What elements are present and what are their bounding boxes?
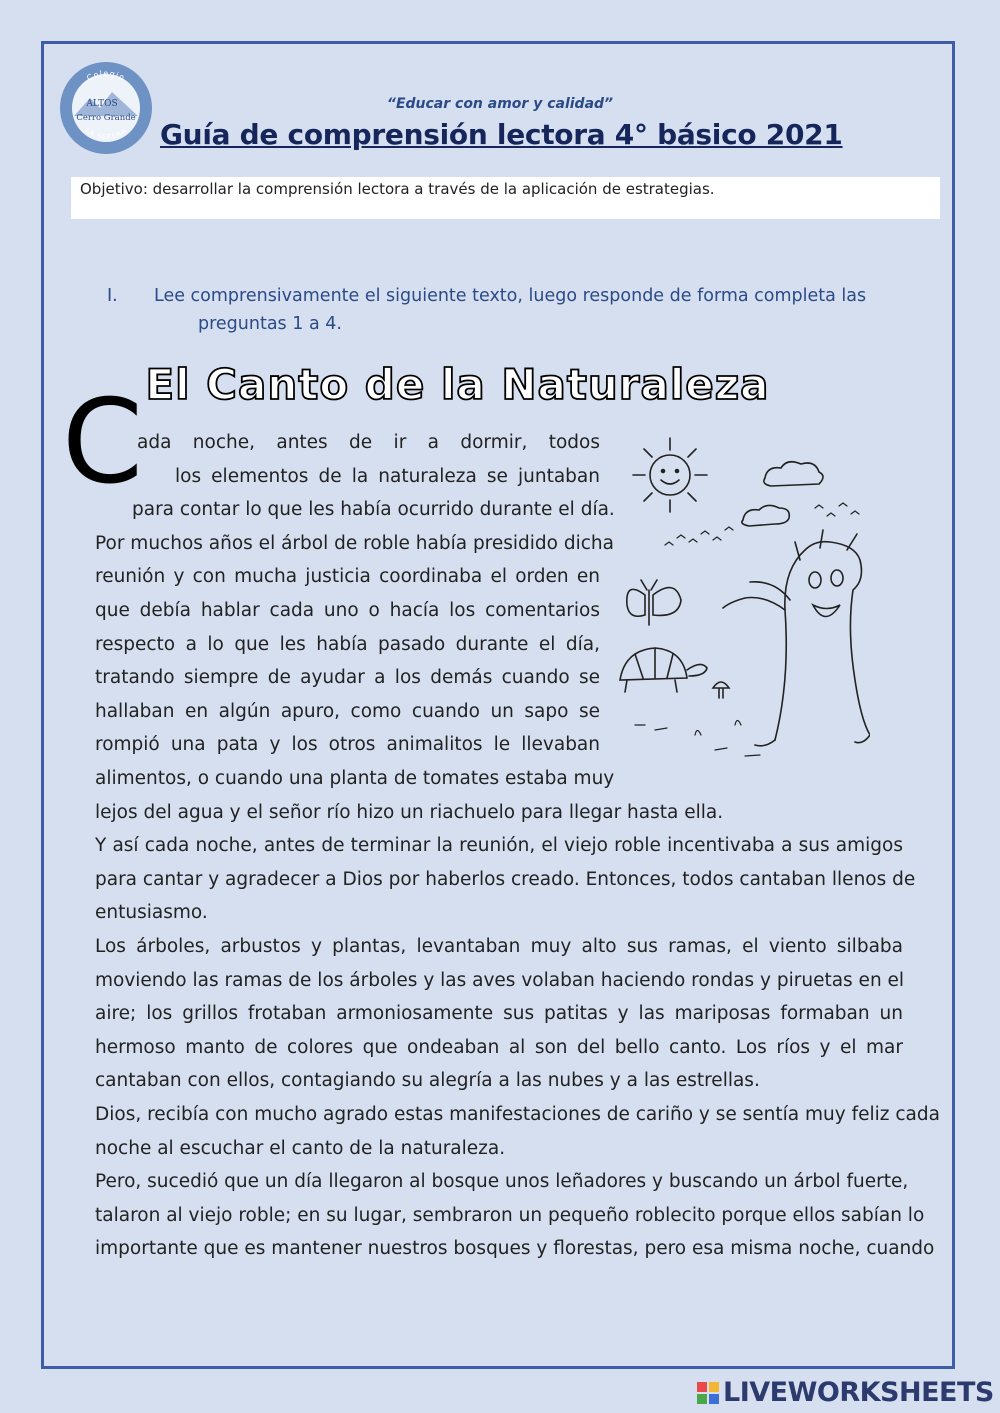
story-line: importante que es mantener nuestros bosques y florestas, pero esa misma noche, cuando: [95, 1238, 935, 1260]
story-line: aire; los grillos frotaban armoniosamente sus patitas y las mariposas formaban un: [95, 1003, 903, 1025]
birds-icon: [665, 503, 859, 545]
story-line: reunión y con mucha justicia coordinaba el orden en: [95, 566, 600, 588]
story-line: cantaban con ellos, contagiando su alegría a las nubes y a las estrellas.: [95, 1070, 760, 1092]
story-line: respecto a lo que les había pasado durante el día,: [95, 633, 600, 655]
story-line: para cantar y agradecer a Dios por haberlos creado. Entonces, todos cantaban llenos de: [95, 868, 916, 890]
svg-text:LA SERENA: LA SERENA: [83, 126, 129, 141]
story-line: talaron al viejo roble; en su lugar, sembraron un pequeño roblecito porque ellos sabían lo: [95, 1204, 925, 1226]
svg-text:ALTOS: ALTOS: [86, 99, 118, 109]
story-line: lejos del agua y el señor río hizo un riachuelo para llegar hasta ella.: [95, 801, 724, 823]
svg-text:Colegio: Colegio: [85, 68, 127, 83]
sun-icon: [633, 438, 707, 512]
instruction-text: [154, 282, 894, 338]
objective-text: Objetivo: desarrollar la comprensión lectora a través de la aplicación de estrategias.: [80, 180, 715, 198]
story-line: hallaban en algún apuro, como cuando un sapo se: [95, 700, 600, 722]
story-line: que debía hablar cada uno o hacía los comentarios: [95, 600, 600, 621]
school-motto: “Educar con amor y calidad”: [386, 96, 614, 112]
instruction-line-2: preguntas 1 a 4.: [198, 314, 342, 334]
story-line: Los árboles, arbustos y plantas, levantaban muy alto sus ramas, el viento silbaba: [95, 936, 903, 957]
story-line: ada noche, antes de ir a dormir, todos: [137, 432, 600, 453]
story-line: para contar lo que les había ocurrido durante el día.: [132, 499, 615, 521]
svg-text:Cerro Grande: Cerro Grande: [76, 113, 136, 123]
story-line: Dios, recibía con mucho agrado estas manifestaciones de cariño y se sentía muy feliz cada: [95, 1104, 940, 1125]
story-line: Por muchos años el árbol de roble había presidido dicha: [95, 532, 614, 554]
story-line: tratando siempre de ayudar a los demás cuando se: [95, 667, 600, 689]
liveworksheets-badge-icon: [697, 1382, 719, 1404]
story-line: rompió una pata y los otros animalitos le llevaban: [95, 734, 600, 756]
butterfly-icon: [627, 580, 681, 625]
instruction-line-1: Lee comprensivamente el siguiente texto, luego responde de forma completa las: [154, 286, 867, 306]
mushroom-icon: [713, 682, 729, 698]
story-line: Y así cada noche, antes de terminar la reunión, el viejo roble incentivaba a sus amigos: [95, 835, 903, 857]
story-line: moviendo las ramas de los árboles y las aves volaban haciendo rondas y piruetas en el: [95, 969, 905, 991]
story-title: El Canto de la Naturaleza: [145, 360, 770, 409]
turtle-icon: [620, 648, 707, 692]
tree-icon: [723, 530, 870, 746]
story-line: entusiasmo.: [95, 902, 208, 924]
nature-illustration: [615, 430, 870, 765]
objective-box: [71, 177, 940, 219]
cloud-icon: [742, 462, 823, 526]
page-title: Guía de comprensión lectora 4° básico 2021: [160, 118, 843, 151]
story-line: hermoso manto de colores que ondeaban al son del bello canto. Los ríos y el mar: [95, 1036, 903, 1058]
story-line: alimentos, o cuando una planta de tomates estaba muy: [95, 768, 615, 789]
liveworksheets-text: LIVEWORKSHEETS: [723, 1377, 994, 1408]
instruction-number: I.: [107, 286, 118, 306]
story-line: los elementos de la naturaleza se juntaban: [175, 465, 600, 487]
drop-cap: C: [62, 375, 143, 510]
grass-icon: [635, 721, 760, 757]
story-line: Pero, sucedió que un día llegaron al bosque unos leñadores y buscando un árbol fuerte,: [95, 1171, 909, 1193]
story-line: noche al escuchar el canto de la naturaleza.: [95, 1137, 506, 1159]
